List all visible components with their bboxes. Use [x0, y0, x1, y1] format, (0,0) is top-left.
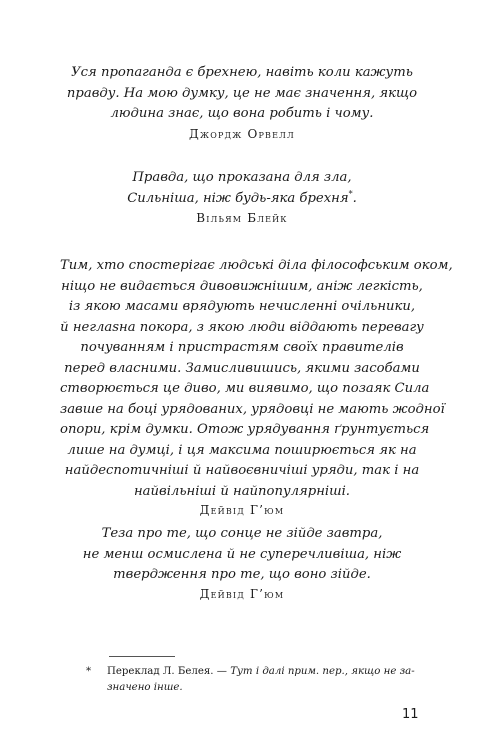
quote-line: створюється це диво, ми виявимо, що позаяк Сила [60, 381, 430, 396]
quote-line: перед власними. Замисливишись, якими засобами [64, 360, 420, 376]
quote-line: Уся пропаганда є брехнею, навіть коли кажуть [71, 65, 413, 80]
quote-author-hume-2: Дейвід Г’юм [199, 587, 285, 601]
footnote-mark: * [86, 666, 92, 677]
epigraph-quote-hume-2 [60, 524, 424, 586]
quote-line: із якою масами врядують нечисленні очільники, [68, 299, 416, 314]
quote-line: завше на боці урядованих, урядовці не мають жодної [60, 401, 445, 417]
footnote-prefix: Переклад Л. Белея. — [107, 666, 231, 677]
quote-line-text: Сильніша, ніж будь-яка брехня [127, 190, 349, 206]
page-number: 11 [402, 707, 419, 722]
footnote-divider [109, 656, 175, 657]
quote-line: найдеспотичніші й найвоєвничіші уряди, так і на [64, 463, 420, 478]
quote-line: й неглasна покора, з якою люди віддають перевагу [60, 319, 424, 335]
quote-line: правду. На мою думку, це не має значення, якщо [66, 85, 418, 101]
quote-line: ніщо не видається дивовижнішим, аніж легкість, [61, 278, 423, 294]
footnote-line-2: значено інше. [107, 682, 183, 693]
quote-line: Теза про те, що сонце не зійде завтра, [101, 526, 383, 541]
quote-line: найвільніші й найпопулярніші. [134, 483, 350, 499]
epigraph-quote-orwell [60, 63, 424, 125]
epigraph-quote-blake [60, 168, 424, 209]
quote-line-end: . [352, 190, 357, 206]
footnote-reference-mark[interactable]: * [348, 189, 353, 199]
quote-line: лише на думці, і ця максима поширюється як на [67, 442, 417, 458]
quote-line: Правда, що проказана для зла, [132, 170, 352, 185]
quote-line: людина знає, що вона робить і чому. [110, 106, 374, 121]
footnote-italic-text: Тут і далі прим. пер., якщо не за- [230, 666, 415, 677]
footnote-line-1 [107, 664, 426, 680]
epigraph-quote-hume-1 [60, 256, 453, 502]
footnote [86, 664, 426, 696]
quote-line: опори, крім думки. Отож урядування ґрунтується [60, 422, 430, 437]
quote-line [60, 189, 424, 210]
quote-author-orwell: Джордж Орвелл [189, 127, 295, 141]
quote-line: почуванням і пристрастям своїх правителів [80, 340, 404, 355]
quote-line: не менш осмислена й не суперечливіша, ніж [82, 546, 402, 562]
quote-author-blake: Вільям Блейк [196, 211, 288, 225]
quote-line: твердження про те, що воно зійде. [113, 567, 371, 582]
quote-author-hume-1: Дейвід Г’юм [199, 503, 285, 517]
quote-line: Тим, хто спостерігає людські діла філософським оком, [60, 258, 453, 273]
